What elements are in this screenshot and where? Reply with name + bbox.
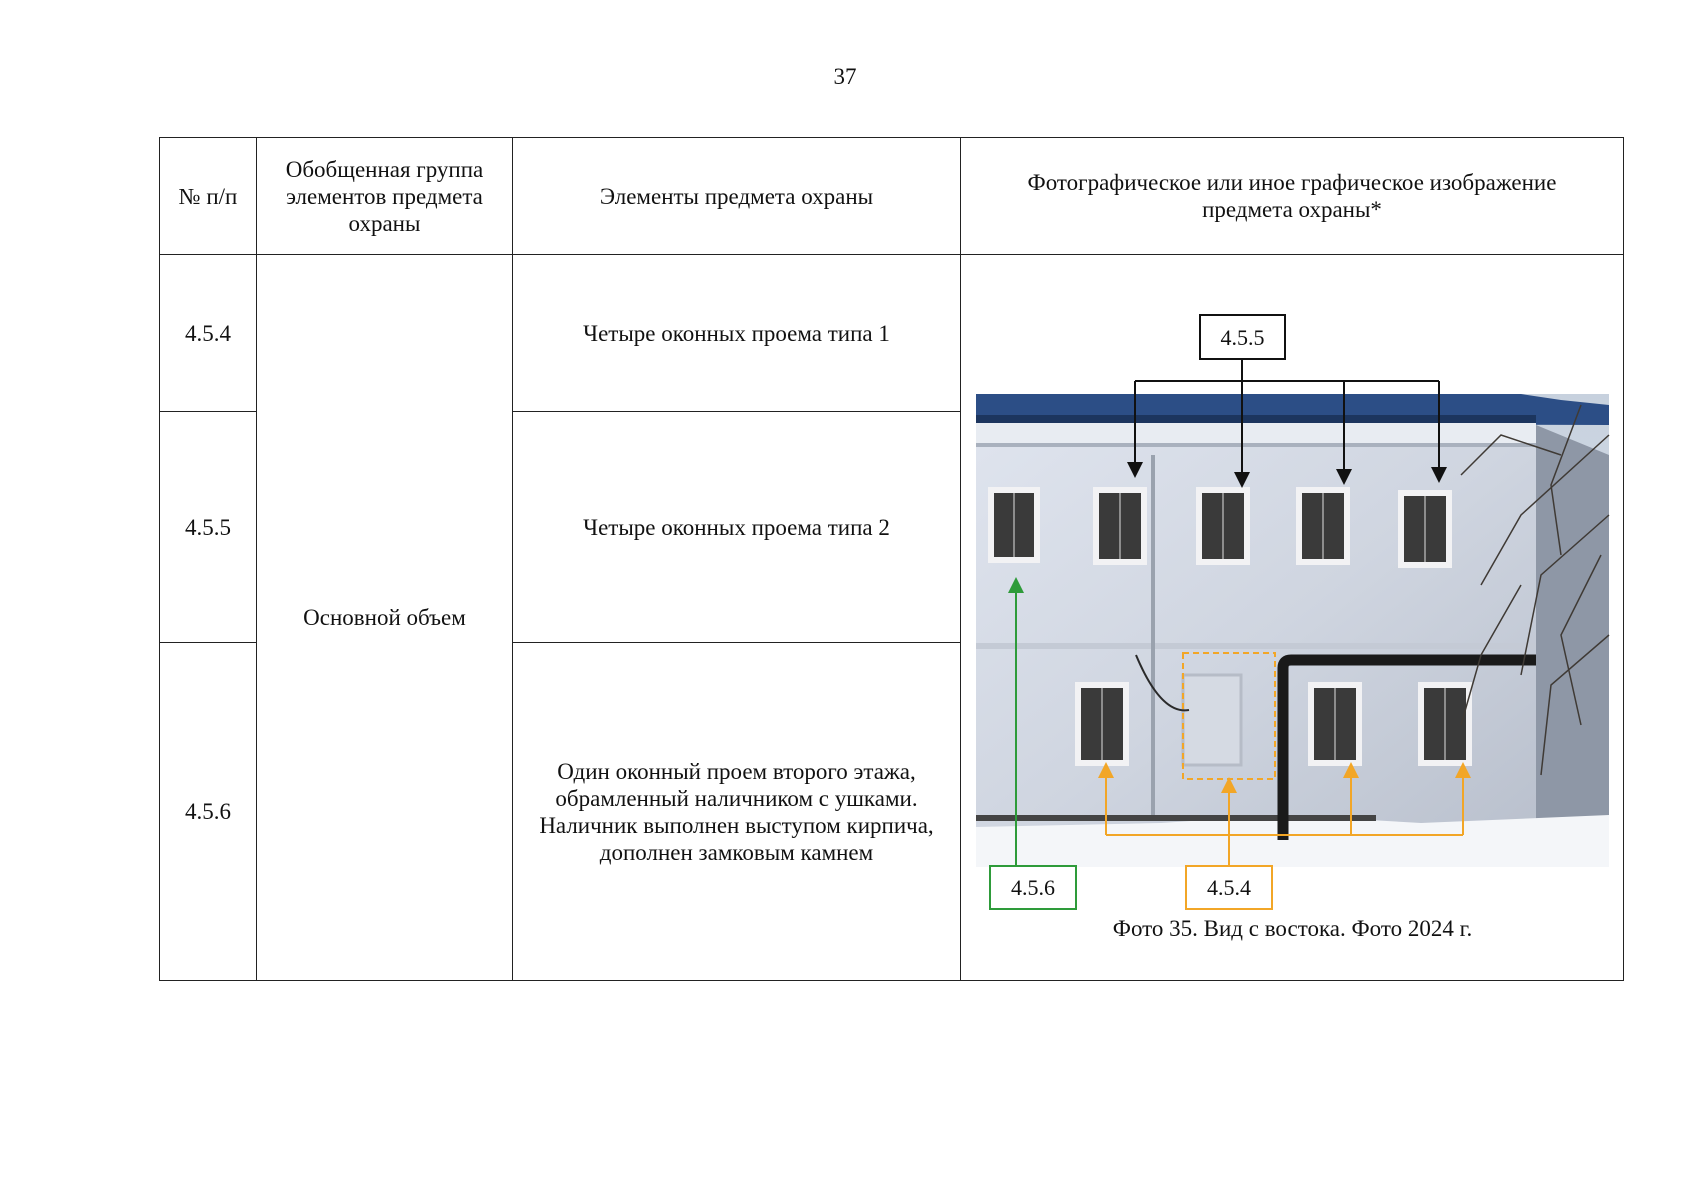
label-4-5-4: 4.5.4	[1207, 875, 1251, 900]
row-number: 4.5.5	[160, 412, 257, 643]
protection-table	[159, 137, 1624, 981]
row-number: 4.5.6	[160, 643, 257, 981]
row-number: 4.5.4	[160, 255, 257, 412]
building-photo	[961, 255, 1624, 980]
header-number: № п/п	[160, 138, 257, 255]
photo-image	[976, 394, 1609, 867]
row-element: Один оконный проем второго этажа, обрамленный наличником с ушками. Наличник выполнен выступом кирпича, дополнен замковым камнем	[513, 643, 961, 981]
label-4-5-5: 4.5.5	[1220, 325, 1265, 350]
row-element: Четыре оконных проема типа 2	[513, 412, 961, 643]
header-image: Фотографическое или иное графическое изображение предмета охраны*	[961, 138, 1624, 255]
photo-figure	[961, 255, 1624, 980]
header-elements: Элементы предмета охраны	[513, 138, 961, 255]
table-row	[160, 255, 1624, 412]
group-cell: Основной объем	[257, 255, 513, 981]
photo-cell	[961, 255, 1624, 981]
label-4-5-6: 4.5.6	[1011, 875, 1055, 900]
header-group: Обобщенная группа элементов предмета охраны	[257, 138, 513, 255]
photo-caption: Фото 35. Вид с востока. Фото 2024 г.	[1112, 916, 1473, 941]
table-header-row	[160, 138, 1624, 255]
row-element: Четыре оконных проема типа 1	[513, 255, 961, 412]
page-number: 37	[833, 64, 857, 89]
